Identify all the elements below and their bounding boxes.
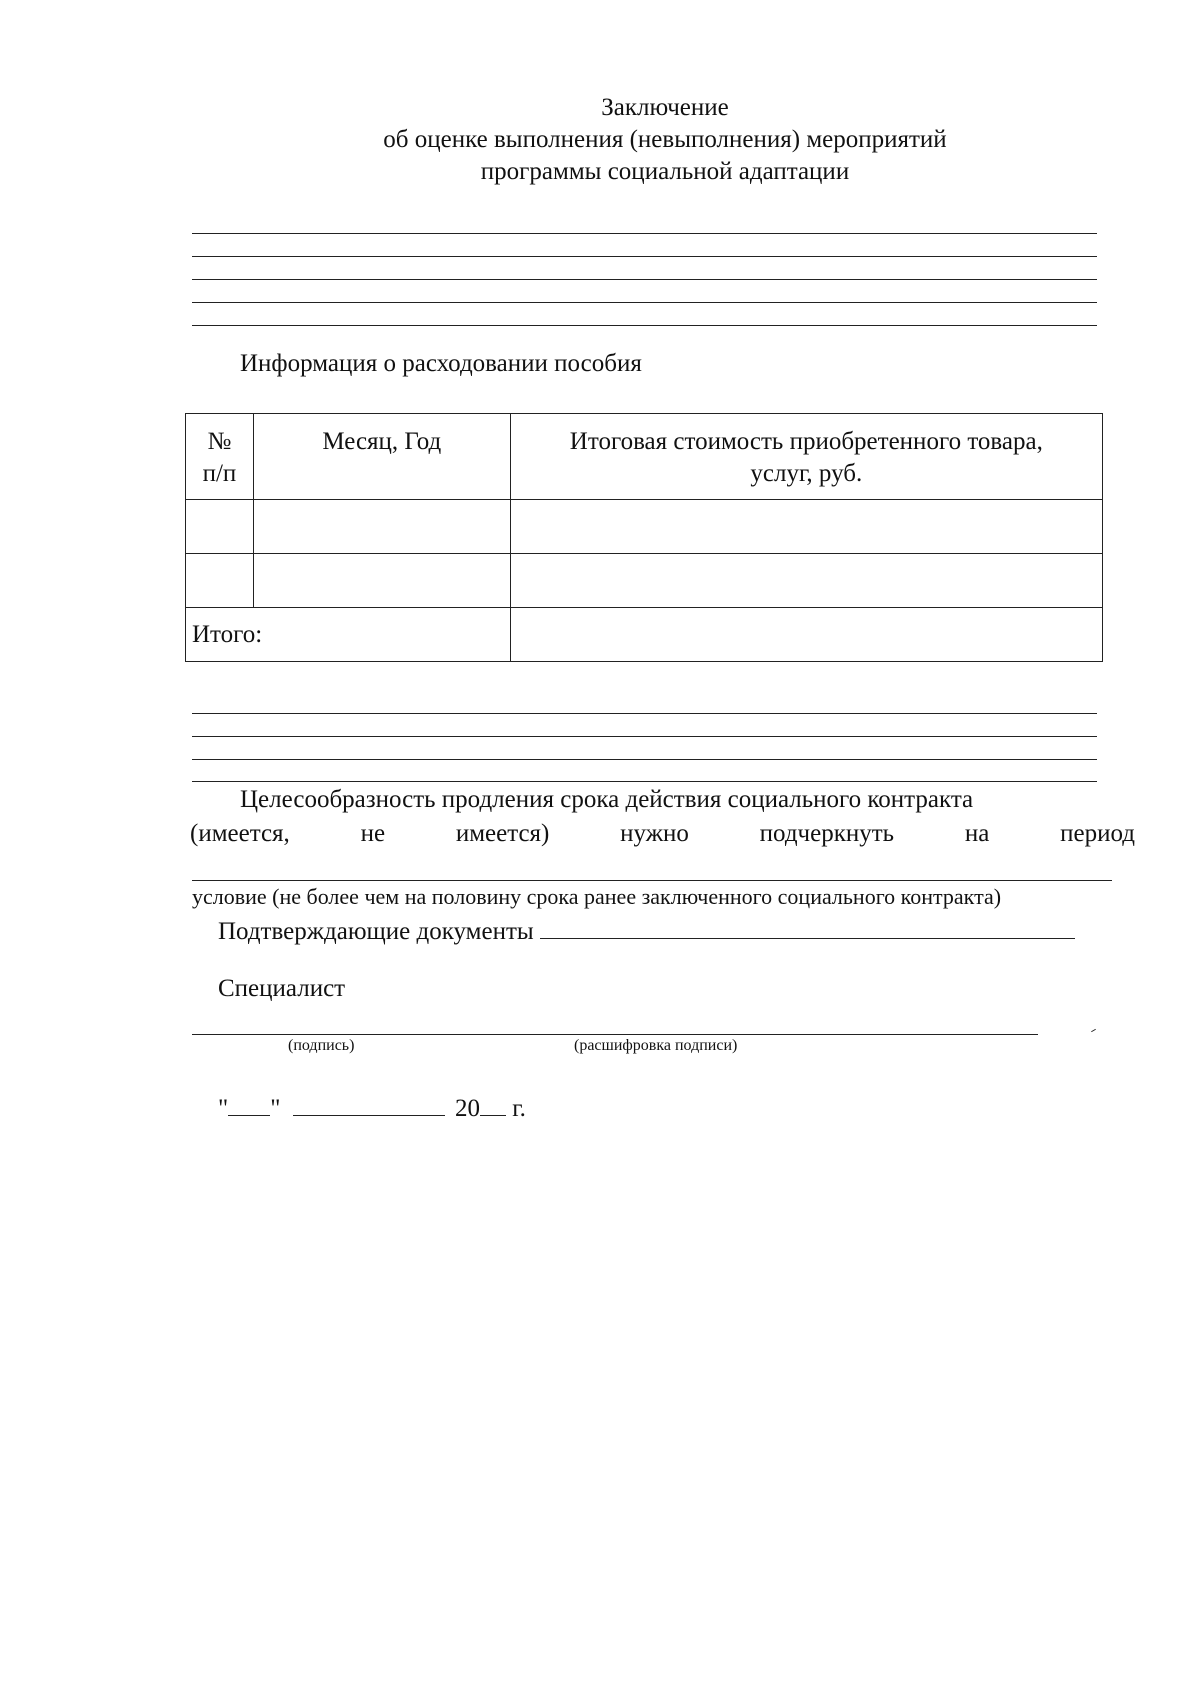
extension-word: имеется) — [455, 820, 550, 847]
table-total-row — [186, 608, 1103, 662]
signature-blank-line[interactable] — [192, 1034, 1038, 1035]
documents-blank-line[interactable] — [540, 912, 1075, 939]
period-blank-line[interactable] — [192, 880, 1112, 881]
extension-word: не — [360, 820, 386, 847]
title-line-2: об оценке выполнения (невыполнения) мероприятий — [383, 126, 947, 153]
date-month-blank[interactable] — [293, 1093, 445, 1116]
total-label: Итого: — [186, 608, 511, 662]
table-cell-cost[interactable] — [510, 500, 1102, 554]
table-cell-number[interactable] — [186, 554, 254, 608]
column-header-cost — [510, 414, 1102, 500]
table-header-row — [186, 414, 1103, 500]
extension-line-2 — [190, 820, 1135, 848]
extension-word: нужно — [620, 820, 689, 847]
documents-row — [218, 912, 1075, 946]
date-day-blank[interactable] — [228, 1093, 270, 1116]
date-quote-close: " — [270, 1095, 281, 1122]
blank-line[interactable] — [192, 759, 1097, 760]
date-year-prefix: 20 — [454, 1095, 480, 1122]
sign-caption: (подпись) — [288, 1037, 355, 1054]
extension-word: период — [1060, 820, 1135, 847]
extension-line-1: Целесообразность продления срока действия социального контракта — [240, 786, 974, 813]
spending-heading: Информация о расходовании пособия — [240, 350, 642, 377]
date-suffix: г. — [512, 1095, 526, 1122]
extension-word: на — [964, 820, 990, 847]
table-cell-number[interactable] — [186, 500, 254, 554]
spending-table — [185, 413, 1103, 662]
column-header-cost-line1: Итоговая стоимость приобретенного товара, — [569, 428, 1043, 455]
blank-line[interactable] — [192, 233, 1097, 234]
date-quote-open: " — [218, 1095, 229, 1122]
date-row — [218, 1093, 526, 1123]
column-header-number-line2: п/п — [202, 460, 237, 487]
date-year-blank[interactable] — [480, 1093, 506, 1116]
blank-line[interactable] — [192, 736, 1097, 737]
specialist-label: Специалист — [218, 975, 346, 1002]
blank-line[interactable] — [192, 713, 1097, 714]
blank-line[interactable] — [192, 781, 1097, 782]
column-header-number-line1: № — [207, 428, 232, 455]
table-row — [186, 554, 1103, 608]
title-line-3: программы социальной адаптации — [480, 158, 850, 185]
table-cell-month[interactable] — [253, 500, 510, 554]
document-title — [0, 92, 1200, 188]
documents-label: Подтверждающие документы — [218, 918, 534, 945]
extension-word: (имеется, — [190, 820, 290, 847]
blank-line[interactable] — [192, 325, 1097, 326]
blank-line[interactable] — [192, 256, 1097, 257]
blank-line[interactable] — [192, 302, 1097, 303]
extension-word: подчеркнуть — [759, 820, 895, 847]
column-header-month: Месяц, Год — [253, 414, 510, 500]
column-header-cost-line2: услуг, руб. — [750, 460, 863, 487]
title-line-1: Заключение — [601, 94, 729, 121]
blank-line[interactable] — [192, 279, 1097, 280]
table-cell-month[interactable] — [253, 554, 510, 608]
table-cell-cost[interactable] — [510, 554, 1102, 608]
extension-condition: условие (не более чем на половину срока ранее заключенного социального контракта) — [192, 884, 1002, 909]
stray-mark — [1091, 1029, 1096, 1032]
column-header-number — [186, 414, 254, 500]
total-value-cell[interactable] — [510, 608, 1102, 662]
decode-caption: (расшифровка подписи) — [574, 1037, 738, 1054]
table-row — [186, 500, 1103, 554]
